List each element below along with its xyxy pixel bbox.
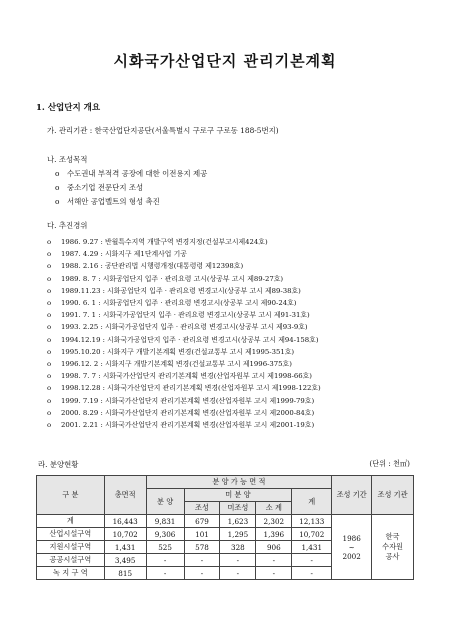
header-period: 조성 기간: [332, 476, 372, 515]
history-list: [47, 236, 321, 431]
table-row: 공공시설구역 3,495 - - - - -: [37, 554, 414, 567]
history-item: o 1988. 2.16 : 공단관리법 시행령개정(대통령령 제12398호): [47, 262, 244, 271]
purpose-heading: 나. 조성목적: [47, 155, 88, 164]
bullet-marker: o: [55, 197, 60, 206]
history-item: o 1993. 2.25 : 시화국가공업단지 입주 · 관리요령 변경고시(상공부 고시 제93-9호): [47, 323, 308, 332]
table-row: 지원시설구역 1,431 525 578 328 906 1,431: [37, 541, 414, 554]
history-item: o 1989.11.23 : 시화공업단지 입주 · 관리요령 변경고시(상공부 고시 제89-38호): [47, 286, 301, 295]
header-in-creation: 미조성: [220, 502, 256, 515]
header-agency: 조성 기관: [372, 476, 414, 515]
history-item: o 1990. 6. 1 : 시화공업단지 입주 · 관리요령 변경고시(상공부 고시 제90-24호): [47, 299, 297, 308]
history-item: o 1998. 7. 7 : 시화국가산업단지 관리기본계획 변경(산업자원부 고시 제1998-66호): [47, 372, 312, 381]
history-item: o 2001. 2.21 : 시화국가산업단지 관리기본계획 변경(산업자원부 고시 제2001-19호): [47, 421, 315, 430]
header-subtotal: 소 계: [256, 502, 292, 515]
history-item: o 1994.12.19 : 시화국가공업단지 입주 · 관리요령 변경고시(상공부 고시 제94-158호): [47, 335, 319, 344]
header-created: 조성: [184, 502, 220, 515]
header-total-area: 총면적: [104, 476, 146, 515]
history-item: o 1986. 9.27 : 반월특수지역 개발구역 변경지정(건설부고시제424호): [47, 238, 268, 246]
sales-status-heading: 라. 분양현황: [38, 460, 79, 469]
bullet-marker: o: [55, 183, 60, 192]
bullet-marker: o: [55, 169, 60, 178]
management-agency-line: 가. 관리기관 : 한국산업단지공단(서울특별시 구로구 구로동 188-5번지): [47, 126, 279, 135]
history-heading: 다. 추진경위: [47, 221, 88, 230]
history-item: o 1996.12. 2 : 시화지구 개발기본계획 변경(건설교통부 고시 제1996-375호): [47, 360, 292, 369]
document-title: 시화국가산업단지 관리기본계획: [113, 52, 337, 70]
section-heading-overview: 1. 산업단지 개요: [36, 103, 101, 113]
history-item: o 2000. 8.29 : 시화국가산업단지 관리기본계획 변경(산업자원부 고시 제2000-84호): [47, 408, 315, 417]
sales-status-table: [36, 475, 414, 580]
history-item: o 1991. 7. 1 : 시화국가공업단지 입주 · 관리요령 변경고시(상공부 고시 제91-31호): [47, 311, 310, 320]
header-sold: 분 양: [146, 489, 184, 515]
history-item: o 1995.10.20 : 시화지구 개발기본계획 변경(건설교통부 고시 제1995-351호): [47, 347, 295, 356]
period-cell: 1986 ~ 2002: [332, 515, 372, 580]
unit-label: (단위 : 천㎡): [369, 459, 410, 468]
header-sum: 계: [292, 489, 332, 515]
history-item: o 1999. 7.19 : 시화국가산업단지 관리기본계획 변경(산업자원부 고시 제1999-79호): [47, 396, 315, 405]
table-row: 녹 지 구 역 815 - - - - -: [37, 567, 414, 580]
header-unsold: 미 분 양: [184, 489, 292, 502]
agency-cell: 한국 수자원 공사: [372, 515, 414, 580]
table-row: 산업시설구역 10,702 9,306 101 1,295 1,396 10,702: [37, 528, 414, 541]
history-item: o 1987. 4.29 : 시화지구 제1단계사업 기공: [47, 250, 187, 259]
purpose-item: o 수도권내 부적격 공장에 대한 이전용지 제공: [55, 169, 208, 178]
table-row: 계 16,443 9,831 679 1,623 2,302 12,133 1986 ~ 2002 한국 수자원 공사: [37, 515, 414, 528]
history-item: o 1998.12.28 : 시화국가산업단지 관리기본계획 변경(산업자원부 고시 제1998-122호): [47, 384, 321, 393]
history-item: o 1989. 8. 7 : 시화공업단지 입주 · 관리요령 고시(상공부 고시 제89-27호): [47, 274, 284, 283]
header-available-area: 분 양 가 능 면 적: [146, 476, 332, 489]
purpose-item: o 중소기업 전문단지 조성: [55, 183, 144, 192]
purpose-item: o 서해안 공업벨트의 형성 촉진: [55, 197, 160, 206]
header-category: 구 분: [37, 476, 105, 515]
